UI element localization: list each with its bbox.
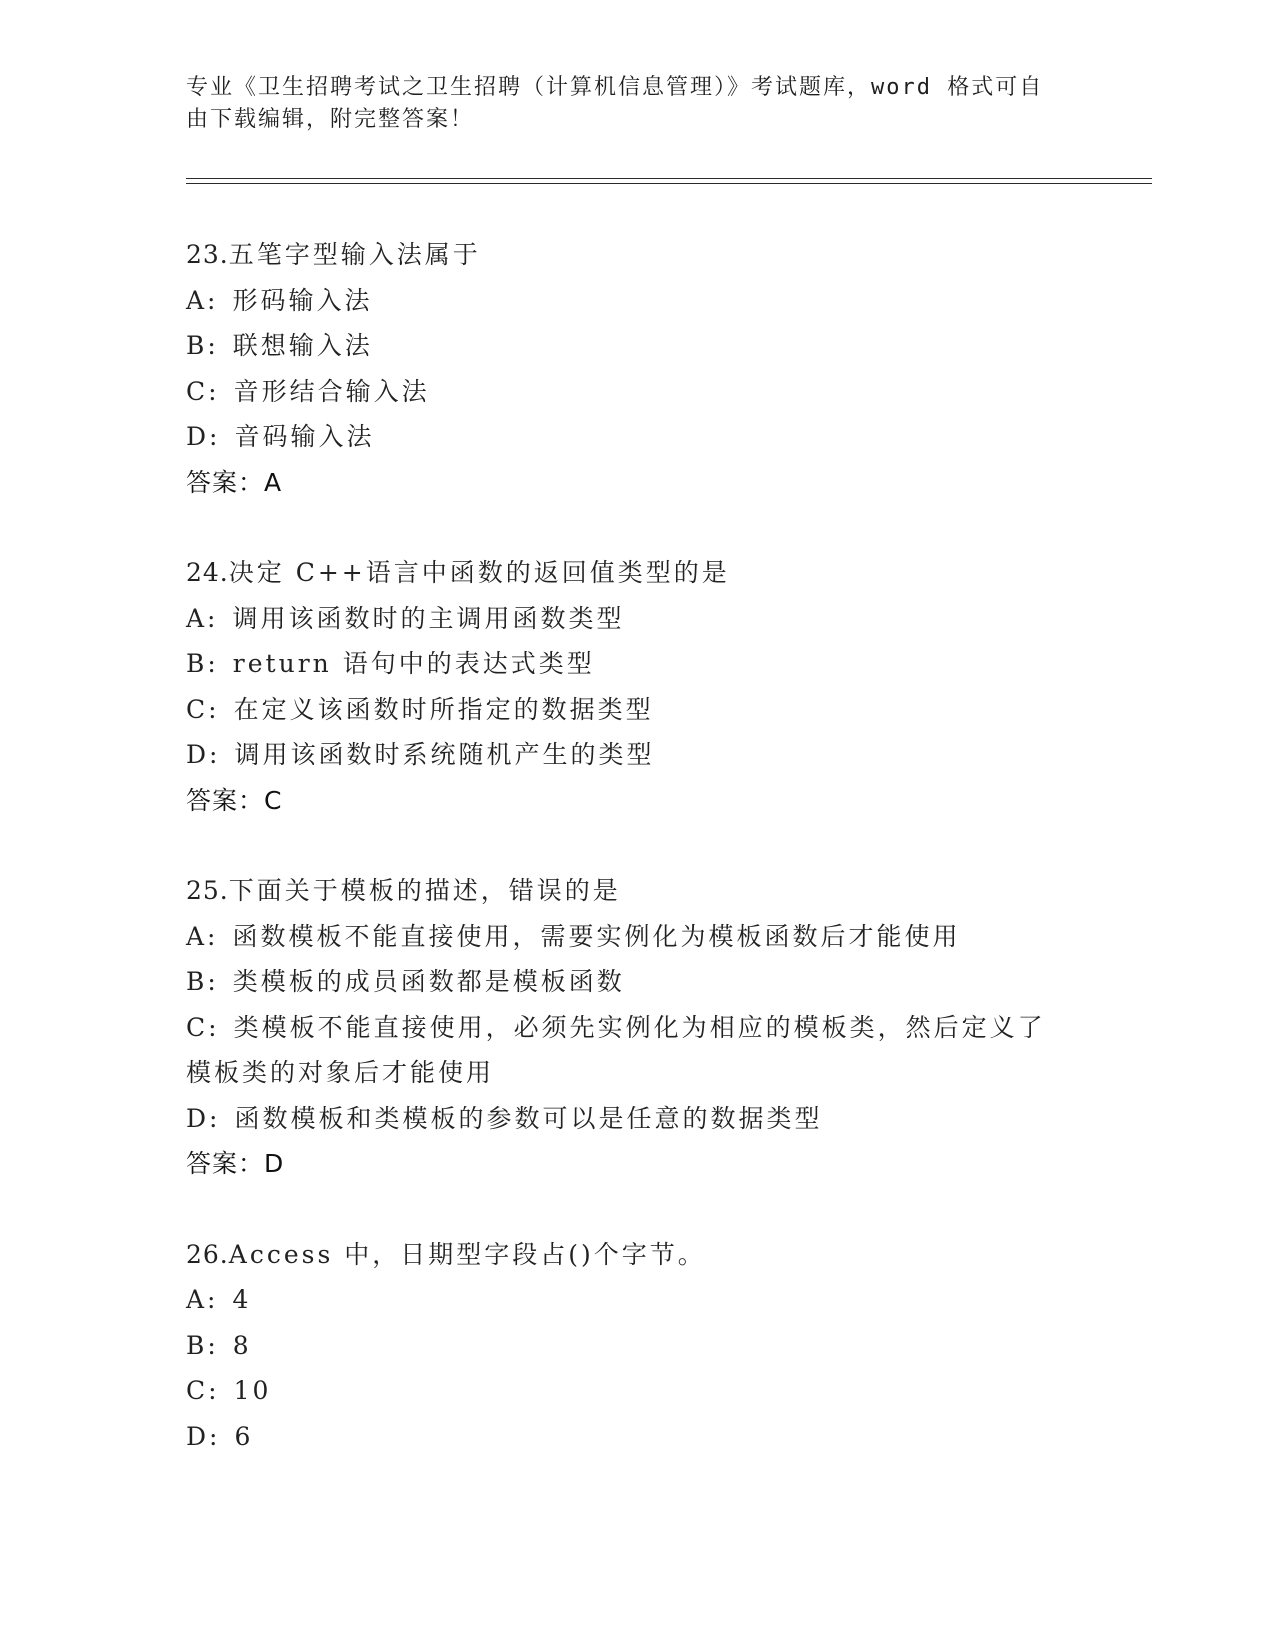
answer-line: 答案：D (186, 1149, 285, 1178)
option-key: D: (186, 1103, 221, 1133)
header-line-2: 由下载编辑，附完整答案！ (186, 107, 475, 132)
option-a (186, 1277, 1152, 1323)
option-key: B: (186, 649, 219, 678)
header-divider-bottom (186, 183, 1152, 184)
option-text: 形码输入法 (232, 285, 373, 315)
option-key: B: (186, 967, 219, 996)
header-line-1: 专业《卫生招聘考试之卫生招聘（计算机信息管理）》考试题库，word 格式可自 (186, 75, 1044, 100)
option-key: C: (186, 1012, 220, 1042)
option-a (186, 914, 1152, 960)
option-key: D: (186, 740, 221, 769)
answer-line: 答案：A (186, 467, 283, 497)
option-c (186, 1005, 1066, 1096)
question-text: Access 中，日期型字段占()个字节。 (228, 1239, 706, 1269)
answer-line: 答案：C (186, 785, 283, 815)
option-b (186, 959, 1152, 1005)
option-text: 函数模板不能直接使用，需要实例化为模板函数后才能使用 (232, 921, 961, 951)
option-key: A: (186, 603, 219, 633)
option-text: 4 (232, 1285, 252, 1314)
question-26 (186, 1232, 1152, 1460)
question-text: 下面关于模板的描述，错误的是 (228, 876, 621, 905)
option-text: return 语句中的表达式类型 (232, 649, 595, 678)
document-header (186, 72, 1066, 136)
option-b (186, 641, 1152, 687)
option-b (186, 323, 1152, 369)
option-key: C: (186, 376, 220, 406)
option-text: 函数模板和类模板的参数可以是任意的数据类型 (234, 1103, 823, 1133)
option-a (186, 278, 1152, 324)
option-text: 调用该函数时的主调用函数类型 (232, 603, 625, 633)
option-d (186, 414, 1152, 460)
option-text: 8 (232, 1330, 252, 1360)
header-divider-top (186, 178, 1152, 179)
option-key: B: (186, 1330, 219, 1360)
question-text: 决定 C++语言中函数的返回值类型的是 (228, 558, 730, 587)
option-key: D: (186, 422, 221, 451)
option-c (186, 1368, 1152, 1414)
question-number: 24. (186, 558, 229, 587)
option-text: 类模板的成员函数都是模板函数 (232, 967, 625, 996)
option-text: 10 (233, 1376, 272, 1405)
question-number: 23. (186, 240, 229, 269)
question-stem (186, 868, 1152, 914)
question-stem (186, 1232, 1152, 1278)
option-text: 联想输入法 (232, 331, 373, 360)
option-key: B: (186, 331, 219, 360)
option-text: 音形结合输入法 (233, 376, 430, 406)
question-stem (186, 232, 1152, 278)
option-c (186, 369, 1152, 415)
option-key: A: (186, 285, 219, 315)
option-d (186, 1414, 1152, 1460)
question-number: 25. (186, 876, 229, 905)
option-text: 在定义该函数时所指定的数据类型 (233, 694, 654, 724)
option-key: C: (186, 1376, 220, 1405)
option-key: C: (186, 694, 220, 724)
question-text: 五笔字型输入法属于 (228, 240, 481, 269)
question-stem (186, 550, 1152, 596)
option-text: 音码输入法 (234, 422, 375, 451)
question-23 (186, 232, 1152, 505)
option-c (186, 687, 1152, 733)
option-text: 调用该函数时系统随机产生的类型 (234, 740, 655, 769)
question-list (186, 232, 1152, 1504)
question-24 (186, 550, 1152, 823)
option-d (186, 1096, 1152, 1142)
option-key: A: (186, 921, 219, 951)
option-text: 6 (234, 1421, 254, 1451)
option-key: D: (186, 1421, 221, 1451)
option-text: 类模板不能直接使用，必须先实例化为相应的模板类，然后定义了模板类的对象后才能使用 (186, 1012, 1046, 1087)
option-d (186, 732, 1152, 778)
question-25 (186, 868, 1152, 1187)
option-key: A: (186, 1285, 219, 1314)
option-a (186, 596, 1152, 642)
option-b (186, 1323, 1152, 1369)
question-number: 26. (186, 1239, 229, 1269)
